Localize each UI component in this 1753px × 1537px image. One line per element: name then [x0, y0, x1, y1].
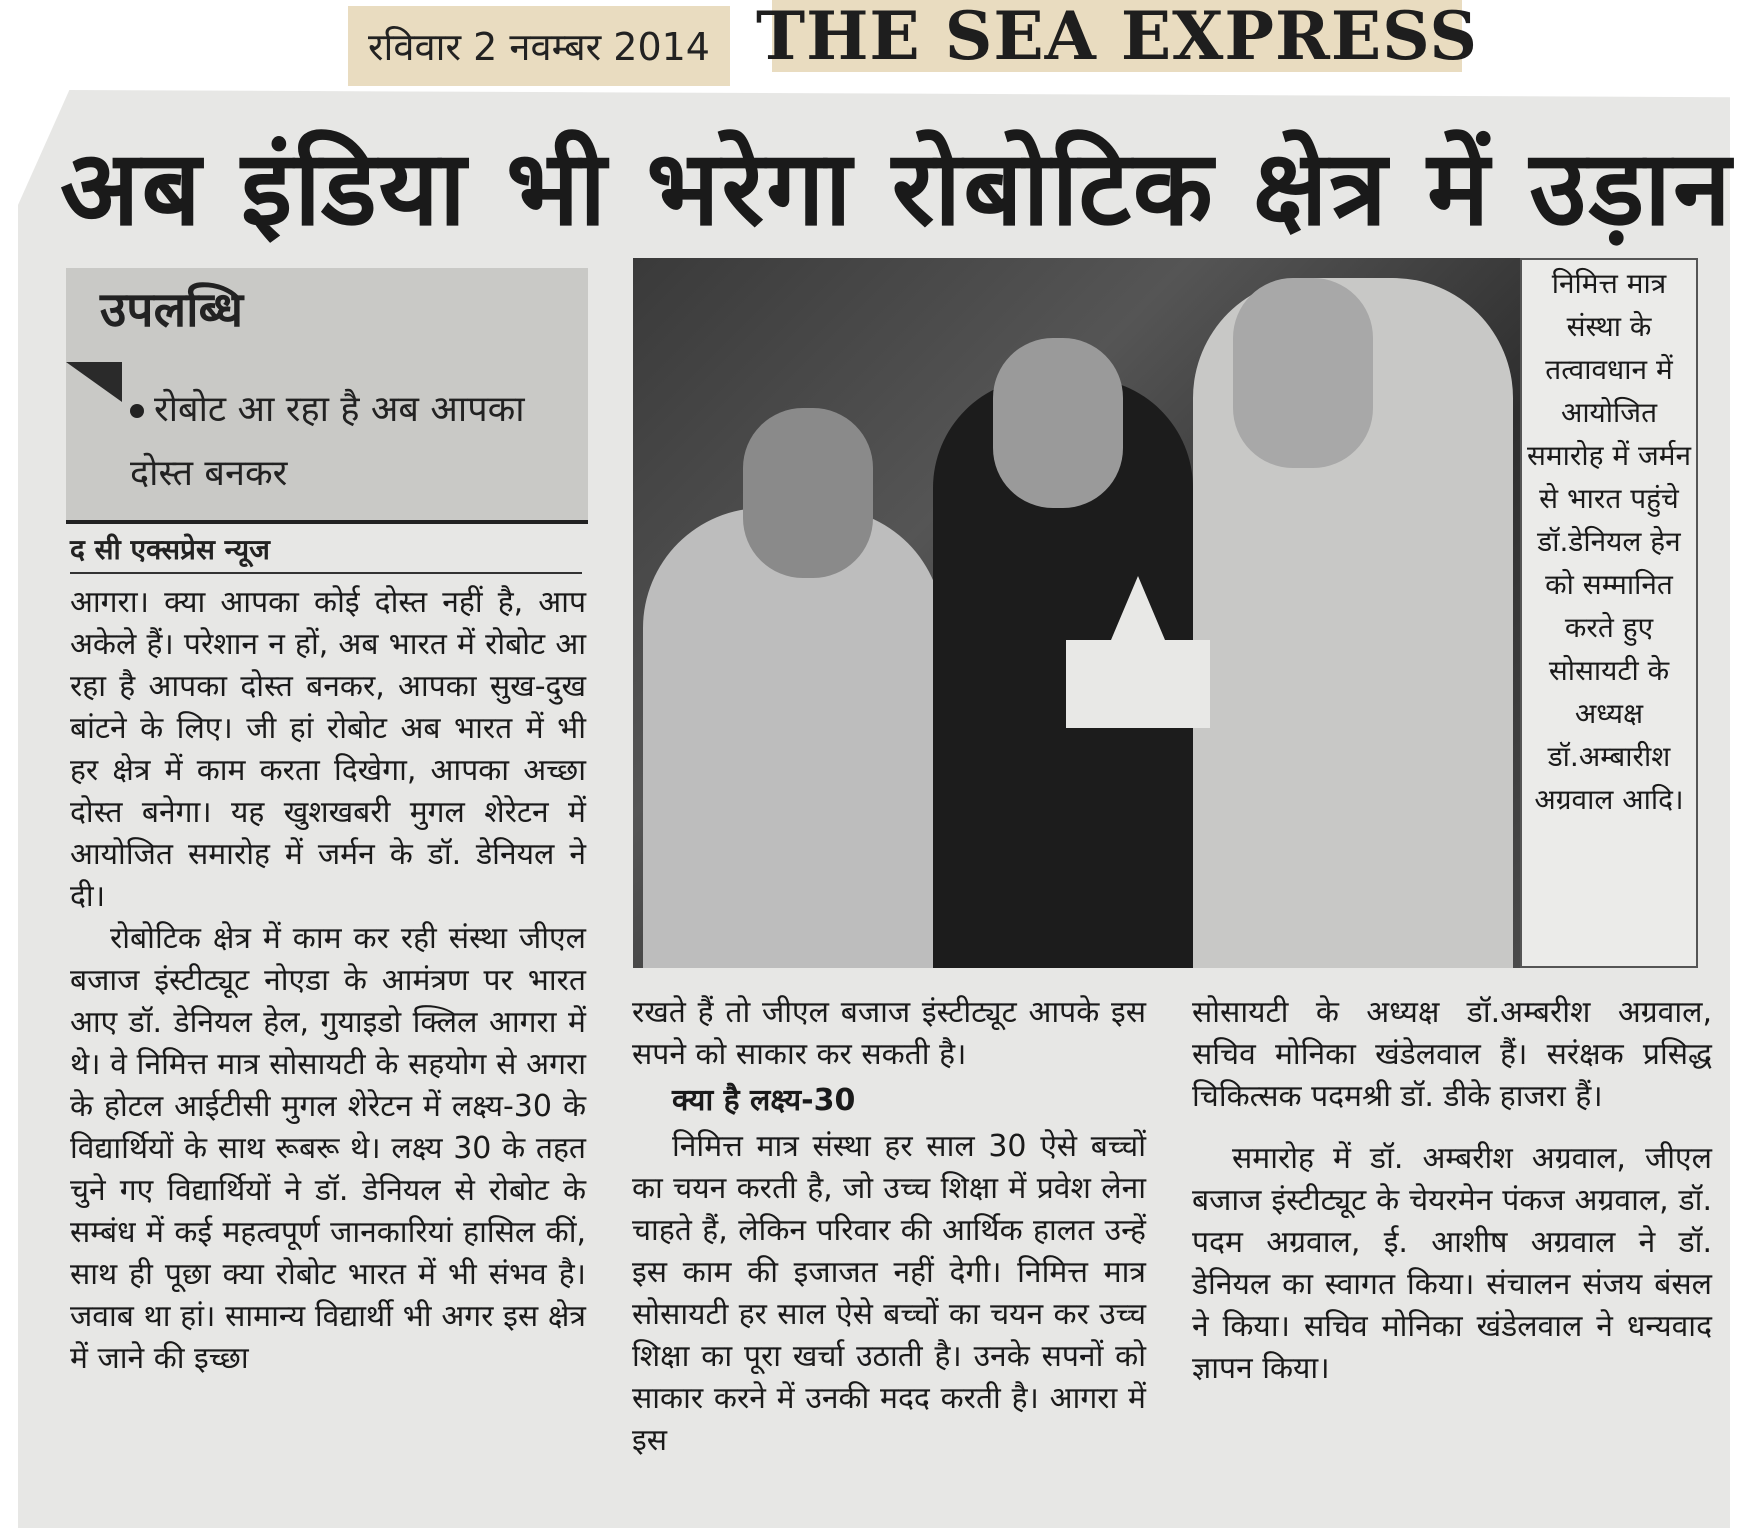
- person-right-head: [1233, 278, 1373, 468]
- newspaper-masthead: THE SEA EXPRESS: [755, 0, 1479, 75]
- article-headline: अब इंडिया भी भरेगा रोबोटिक क्षेत्र में उड़ान: [60, 127, 1733, 249]
- article-column-1: [70, 582, 586, 1380]
- bullet-icon: [130, 404, 144, 418]
- article-column-2: [632, 992, 1146, 1462]
- article-column-3: [1192, 992, 1712, 1390]
- article-byline: द सी एक्सप्रेस न्यूज: [70, 530, 582, 574]
- paragraph: आगरा। क्या आपका कोई दोस्त नहीं है, आप अकेले हैं। परेशान न हों, अब भारत में रोबोट आ रहा है आपका दोस्त बनकर, आपका सुख-दुख बांटने के लिए। जी हां रोबोट अब भारत में भी हर क्षेत्र में काम करता दिखेगा, आपका अच्छा दोस्त बनेगा। यह खुशखबरी मुगल शेरेटन में आयोजित समारोह में जर्मन के डॉ. डेनियल ने दी।: [70, 585, 586, 914]
- paragraph: निमित्त मात्र संस्था हर साल 30 ऐसे बच्चों का चयन करती है, जो उच्च शिक्षा में प्रवेश लेना चाहते हैं, लेकिन परिवार की आर्थिक हालत उन्हें इस काम की इजाजत नहीं देगी। निमित्त मात्र सोसायटी हर साल ऐसे बच्चों का चयन कर उच्च शिक्षा का पूरा खर्चा उठाती है। उनके सपनों को साकार करने में उनकी मदद करती है। आगरा में इस: [632, 1129, 1146, 1458]
- kicker-bullet-text: रोबोट आ रहा है अब आपका दोस्त बनकर: [130, 389, 525, 494]
- paragraph: रोबोटिक क्षेत्र में काम कर रही संस्था जीएल बजाज इंस्टीट्यूट नोएडा के आमंत्रण पर भारत आए डॉ. डेनियल हेल, गुयाइडो क्लिल आगरा में थे। वे निमित्त मात्र सोसायटी के सहयोग से अगरा के होटल आईटीसी मुगल शेरेटन में लक्ष्य-30 के विद्यार्थियों के साथ रूबरू थे। लक्ष्य 30 के तहत चुने गए विद्यार्थियों ने डॉ. डेनियल से रोबोट के सम्बंध में कई महत्वपूर्ण जानकारियां हासिल कीं, साथ ही पूछा क्या रोबोट भारत में भी संभव है। जवाब था हां। सामान्य विद्यार्थी भी अगर इस क्षेत्र में जाने की इच्छा: [70, 921, 586, 1376]
- person-left-head: [743, 408, 873, 578]
- paragraph: समारोह में डॉ. अम्बरीश अग्रवाल, जीएल बजाज इंस्टीट्यूट के चेयरमेन पंकज अग्रवाल, डॉ. पदम अग्रवाल, ई. आशीष अग्रवाल ने डॉ. डेनियल का स्वागत किया। संचालन संजय बंसल ने किया। सचिव मोनिका खंडेलवाल ने धन्यवाद ज्ञापन किया।: [1192, 1141, 1712, 1386]
- kicker-title: उपलब्धि: [100, 282, 244, 338]
- paragraph: सोसायटी के अध्यक्ष डॉ.अम्बरीश अग्रवाल, सचिव मोनिका खंडेलवाल हैं। सरंक्षक प्रसिद्ध चिकित्सक पदमश्री डॉ. डीके हाजरा हैं।: [1192, 995, 1712, 1114]
- article-photo: [633, 258, 1520, 968]
- kicker-bullet: [130, 378, 570, 506]
- kicker-notch-decoration: [66, 362, 122, 402]
- photo-caption: निमित्त मात्र संस्था के तत्वावधान में आयोजित समारोह में जर्मन से भारत पहुंचे डॉ.डेनियल हेन को सम्मानित करते हुए सोसायटी के अध्यक्ष डॉ.अम्बारीश अग्रवाल आदि।: [1520, 258, 1698, 968]
- subheading: क्या है लक्ष्य-30: [672, 1083, 856, 1118]
- issue-date: रविवार 2 नवम्बर 2014: [348, 6, 730, 86]
- person-middle-head: [993, 338, 1123, 508]
- paragraph: रखते हैं तो जीएल बजाज इंस्टीट्यूट आपके इस सपने को साकार कर सकती है।: [632, 995, 1146, 1072]
